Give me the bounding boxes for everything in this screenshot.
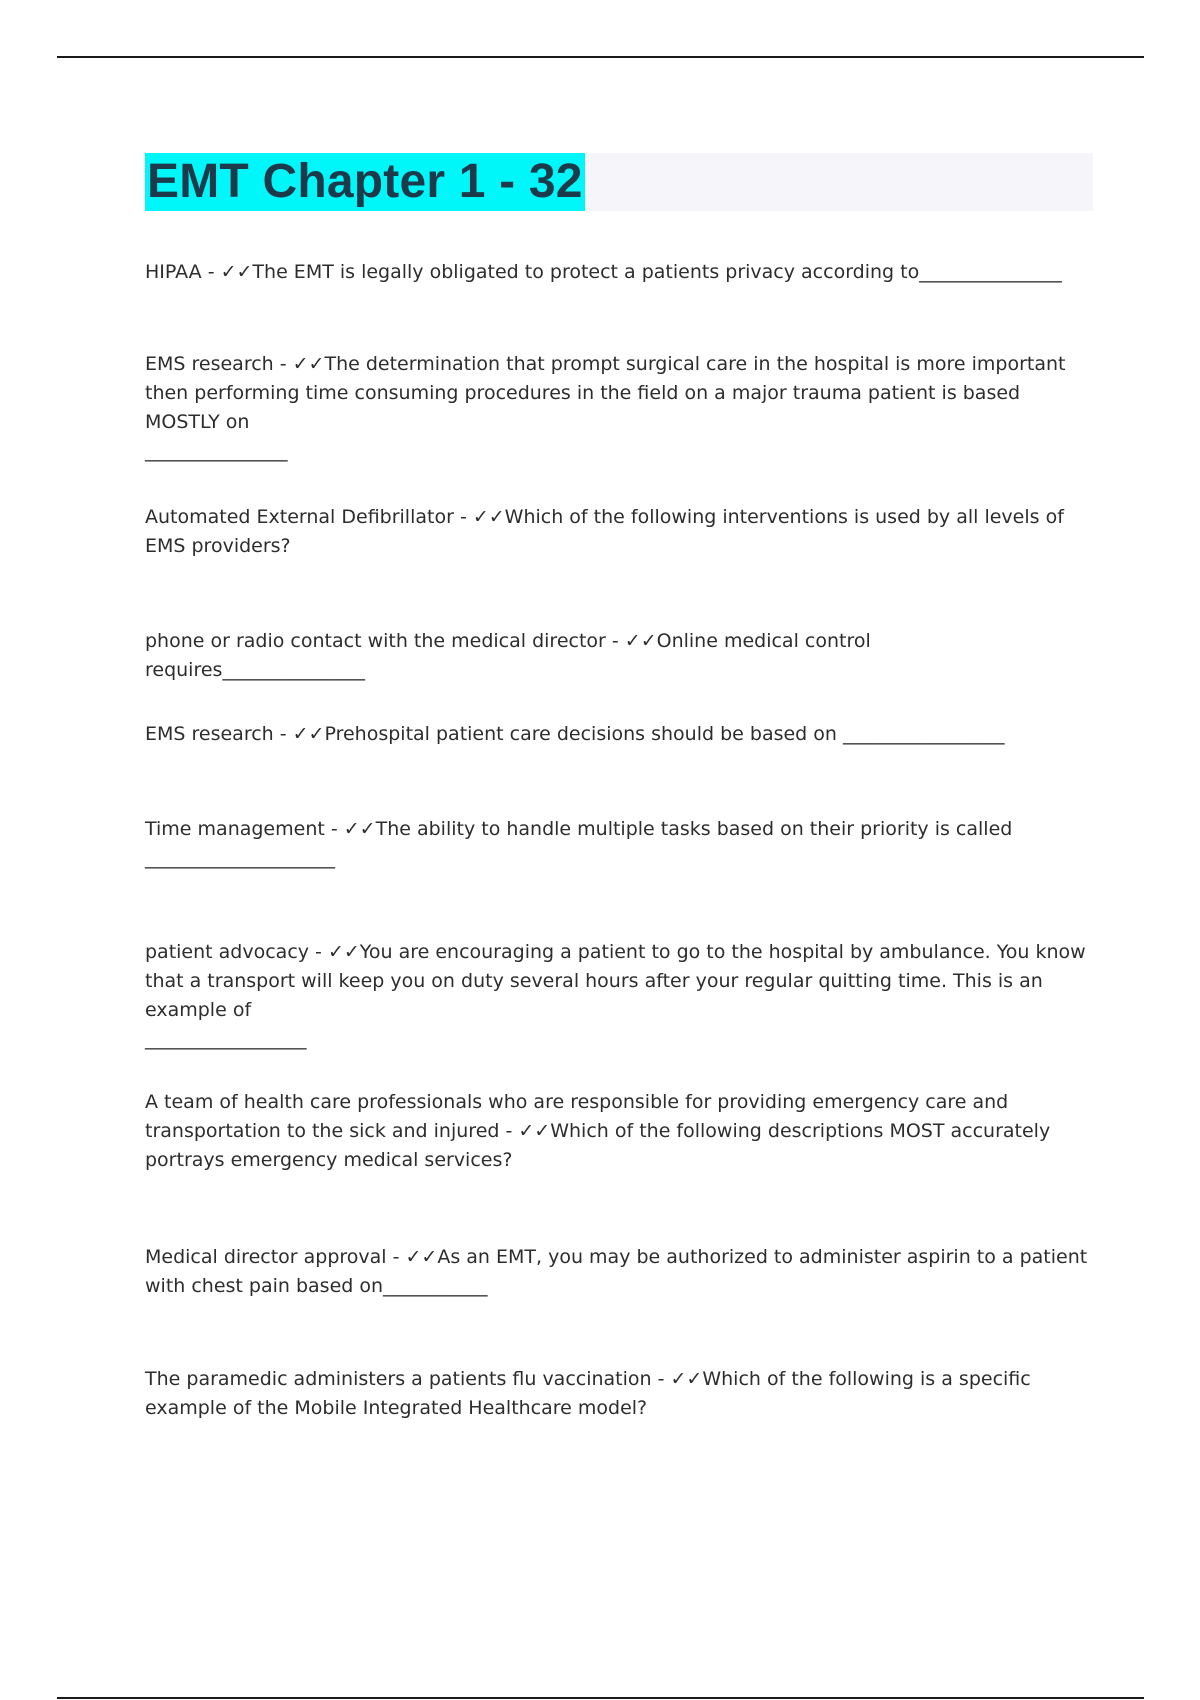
qa-item-2	[145, 350, 1095, 466]
footer-rule	[57, 1697, 1144, 1699]
qa-item-4	[145, 627, 1095, 685]
qa-item-blank: _______________	[145, 440, 288, 462]
qa-item-text: The paramedic administers a patients flu vaccination - ✓✓Which of the following is a specific example of the Mobile Integrated Healthcare model?	[145, 1368, 1031, 1419]
qa-item-blank: _________________	[145, 1028, 307, 1050]
qa-item-text: Medical director approval - ✓✓As an EMT, you may be authorized to administer aspirin to a patient with chest pain based on___________	[145, 1246, 1088, 1297]
qa-item-9	[145, 1243, 1095, 1301]
qa-item-text: EMS research - ✓✓Prehospital patient care decisions should be based on _________________	[145, 723, 1005, 745]
qa-item-text: A team of health care professionals who are responsible for providing emergency care and transportation to the sick and injured - ✓✓Which of the following descriptions MOST accurately portrays emergency medical services?	[145, 1091, 1051, 1171]
qa-item-text: patient advocacy - ✓✓You are encouraging a patient to go to the hospital by ambulance. You know that a transport will keep you on duty several hours after your regular quitting time. This is an example of	[145, 941, 1086, 1021]
qa-item-6	[145, 815, 1095, 873]
qa-item-blank: ____________________	[145, 847, 335, 869]
qa-item-text: phone or radio contact with the medical director - ✓✓Online medical control requires_______________	[145, 630, 871, 681]
page-title: EMT Chapter 1 - 32	[145, 153, 585, 211]
qa-item-7	[145, 938, 1095, 1054]
qa-item-3	[145, 503, 1095, 561]
qa-item-text: EMS research - ✓✓The determination that prompt surgical care in the hospital is more important then performing time consuming procedures in the field on a major trauma patient is based MOSTLY on	[145, 353, 1066, 433]
qa-item-text: Time management - ✓✓The ability to handle multiple tasks based on their priority is called	[145, 818, 1013, 840]
qa-item-10	[145, 1365, 1095, 1423]
qa-item-text: Automated External Defibrillator - ✓✓Which of the following interventions is used by all levels of EMS providers?	[145, 506, 1064, 557]
qa-item-text: HIPAA - ✓✓The EMT is legally obligated to protect a patients privacy according to_______________	[145, 261, 1062, 283]
qa-item-5	[145, 720, 1095, 749]
qa-item-1	[145, 258, 1095, 287]
header-rule	[57, 56, 1144, 58]
qa-item-8	[145, 1088, 1095, 1175]
